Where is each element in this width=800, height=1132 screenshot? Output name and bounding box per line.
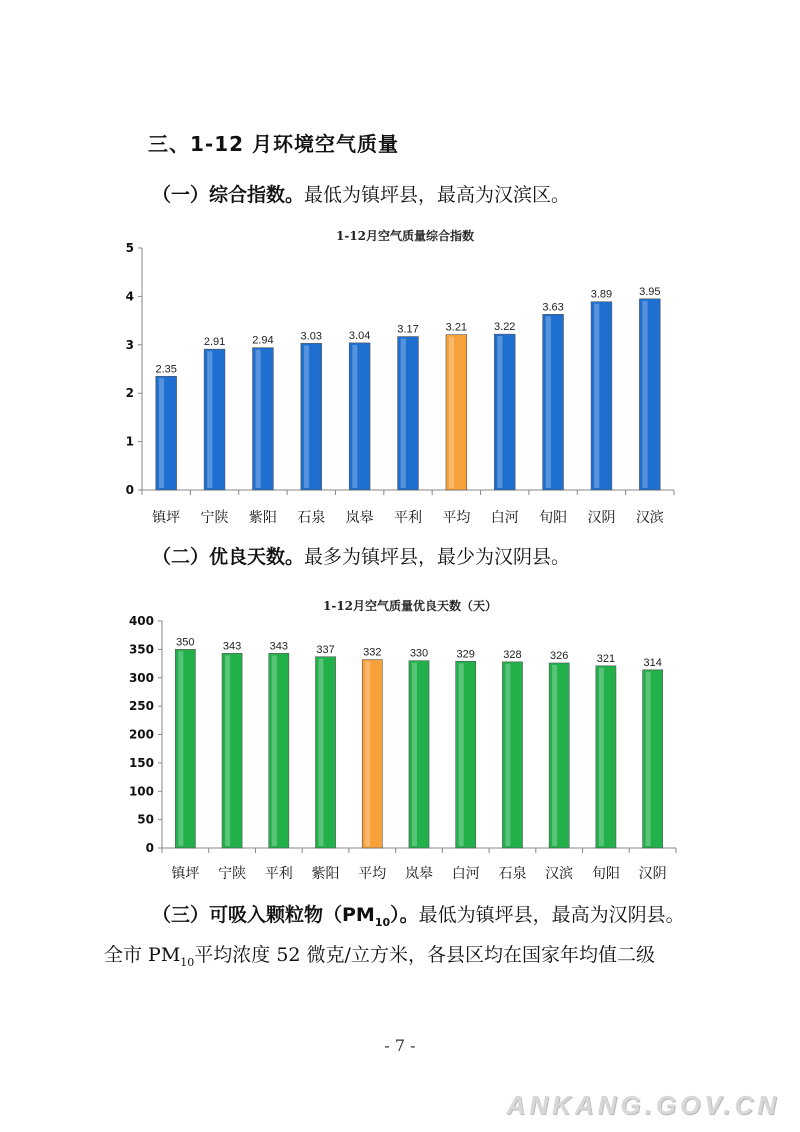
x-tick-label: 白河 <box>451 866 480 882</box>
lead-part: （三）可吸入颗粒物（PM <box>152 904 375 926</box>
bar-highlight <box>256 350 261 488</box>
data-label: 343 <box>222 640 242 653</box>
bar-highlight <box>401 339 406 488</box>
x-tick-label: 宁陕 <box>218 866 247 882</box>
bar-highlight <box>352 345 357 488</box>
data-label: 2.35 <box>155 363 177 376</box>
y-tick-label: 400 <box>128 614 154 628</box>
data-label: 314 <box>643 656 662 669</box>
y-tick-label: 2 <box>125 386 134 401</box>
paragraph-pm10-average <box>104 940 655 969</box>
y-tick-label: 0 <box>145 841 154 855</box>
bar-highlight <box>412 663 417 846</box>
y-tick-label: 50 <box>137 812 154 827</box>
x-tick-label: 汉滨 <box>545 866 574 882</box>
x-tick-label: 平均 <box>442 510 471 526</box>
chart-title: 1-12月空气质量综合指数 <box>335 229 475 243</box>
text-part: 全市 PM <box>104 944 181 966</box>
data-label: 321 <box>596 652 616 665</box>
section-heading: 三、1-12 月环境空气质量 <box>148 132 400 156</box>
bar-highlight <box>225 655 230 846</box>
text-part: 平均浓度 52 微克/立方米，各县区均在国家年均值二级 <box>194 944 655 966</box>
paragraph-lead <box>152 904 419 929</box>
data-label: 3.03 <box>300 330 322 343</box>
y-tick-label: 200 <box>128 727 154 742</box>
x-tick-label: 白河 <box>490 510 519 526</box>
bar-highlight <box>365 662 370 846</box>
paragraph-text: 最低为镇坪县，最高为汉阴县。 <box>418 904 685 926</box>
y-tick-label: 3 <box>125 337 134 352</box>
data-label: 2.94 <box>252 334 274 347</box>
subscript: 10 <box>374 915 391 929</box>
x-tick-label: 宁陕 <box>200 510 229 526</box>
x-tick-label: 旬阳 <box>539 510 568 526</box>
paragraph-composite-index <box>152 180 570 207</box>
bar-highlight <box>552 665 557 846</box>
y-tick-label: 300 <box>128 670 154 685</box>
bar-highlight <box>459 663 464 846</box>
data-label: 3.21 <box>445 321 468 334</box>
x-tick-label: 石泉 <box>498 866 527 882</box>
data-label: 3.89 <box>590 288 613 301</box>
y-tick-label: 4 <box>125 289 134 304</box>
data-label: 326 <box>550 649 569 662</box>
data-label: 3.63 <box>542 301 564 314</box>
bar-highlight <box>546 316 551 488</box>
data-label: 2.91 <box>203 336 226 349</box>
watermark: ANKANG.GOV.CN <box>506 1090 780 1120</box>
x-tick-label: 平利 <box>264 866 293 882</box>
y-tick-label: 250 <box>128 699 154 714</box>
data-label: 337 <box>316 643 335 656</box>
bar-highlight <box>599 668 604 846</box>
x-tick-label: 旬阳 <box>591 866 620 882</box>
y-tick-label: 150 <box>128 755 154 770</box>
x-tick-label: 汉滨 <box>635 510 664 526</box>
bar-highlight <box>272 655 277 846</box>
bar-highlight <box>646 672 651 846</box>
bar-highlight <box>178 651 183 846</box>
data-label: 332 <box>363 646 382 659</box>
y-tick-label: 0 <box>125 483 134 497</box>
x-tick-label: 汉阴 <box>587 510 616 526</box>
data-label: 329 <box>456 648 475 661</box>
paragraph-pm10 <box>152 900 685 929</box>
x-tick-label: 石泉 <box>297 510 326 526</box>
bar-highlight <box>318 659 323 846</box>
y-tick-label: 100 <box>128 784 154 799</box>
bar-highlight <box>594 304 599 488</box>
data-label: 330 <box>409 647 429 660</box>
data-label: 3.22 <box>494 321 516 334</box>
good-days-chart <box>100 592 690 892</box>
paragraph-lead: （二）优良天数。 <box>152 546 305 568</box>
bar-highlight <box>304 345 309 488</box>
subscript: 10 <box>180 955 195 969</box>
paragraph-text: 最低为镇坪县，最高为汉滨区。 <box>304 184 571 206</box>
bar-highlight <box>642 301 647 488</box>
x-tick-label: 紫阳 <box>311 866 340 882</box>
y-tick-label: 1 <box>125 434 134 449</box>
y-tick-label: 350 <box>128 642 154 657</box>
data-label: 328 <box>503 648 522 661</box>
x-tick-label: 平均 <box>358 866 387 882</box>
x-tick-label: 紫阳 <box>248 510 277 526</box>
x-tick-label: 岚皋 <box>405 866 433 882</box>
bar-highlight <box>449 337 454 488</box>
x-tick-label: 岚皋 <box>345 510 374 526</box>
x-tick-label: 镇坪 <box>152 510 181 526</box>
page-number: - 7 - <box>384 1036 416 1055</box>
bar-highlight <box>505 664 510 846</box>
lead-part: ）。 <box>390 904 419 926</box>
paragraph-text: 最多为镇坪县，最少为汉阴县。 <box>304 546 571 568</box>
bar-highlight <box>497 336 502 488</box>
paragraph-lead: （一）综合指数。 <box>152 184 305 206</box>
paragraph-good-days <box>152 542 570 569</box>
bar-highlight <box>159 378 164 488</box>
x-tick-label: 镇坪 <box>171 866 200 882</box>
data-label: 3.04 <box>348 329 371 342</box>
data-label: 343 <box>269 640 288 653</box>
x-tick-label: 汉阴 <box>638 866 667 882</box>
data-label: 3.95 <box>639 285 661 298</box>
bar-highlight <box>207 351 212 488</box>
data-label: 350 <box>176 636 195 649</box>
x-tick-label: 平利 <box>394 510 422 526</box>
y-tick-label: 5 <box>125 241 134 255</box>
chart-title: 1-12月空气质量优良天数（天） <box>322 599 498 613</box>
composite-index-chart <box>100 222 680 532</box>
data-label: 3.17 <box>397 323 419 336</box>
